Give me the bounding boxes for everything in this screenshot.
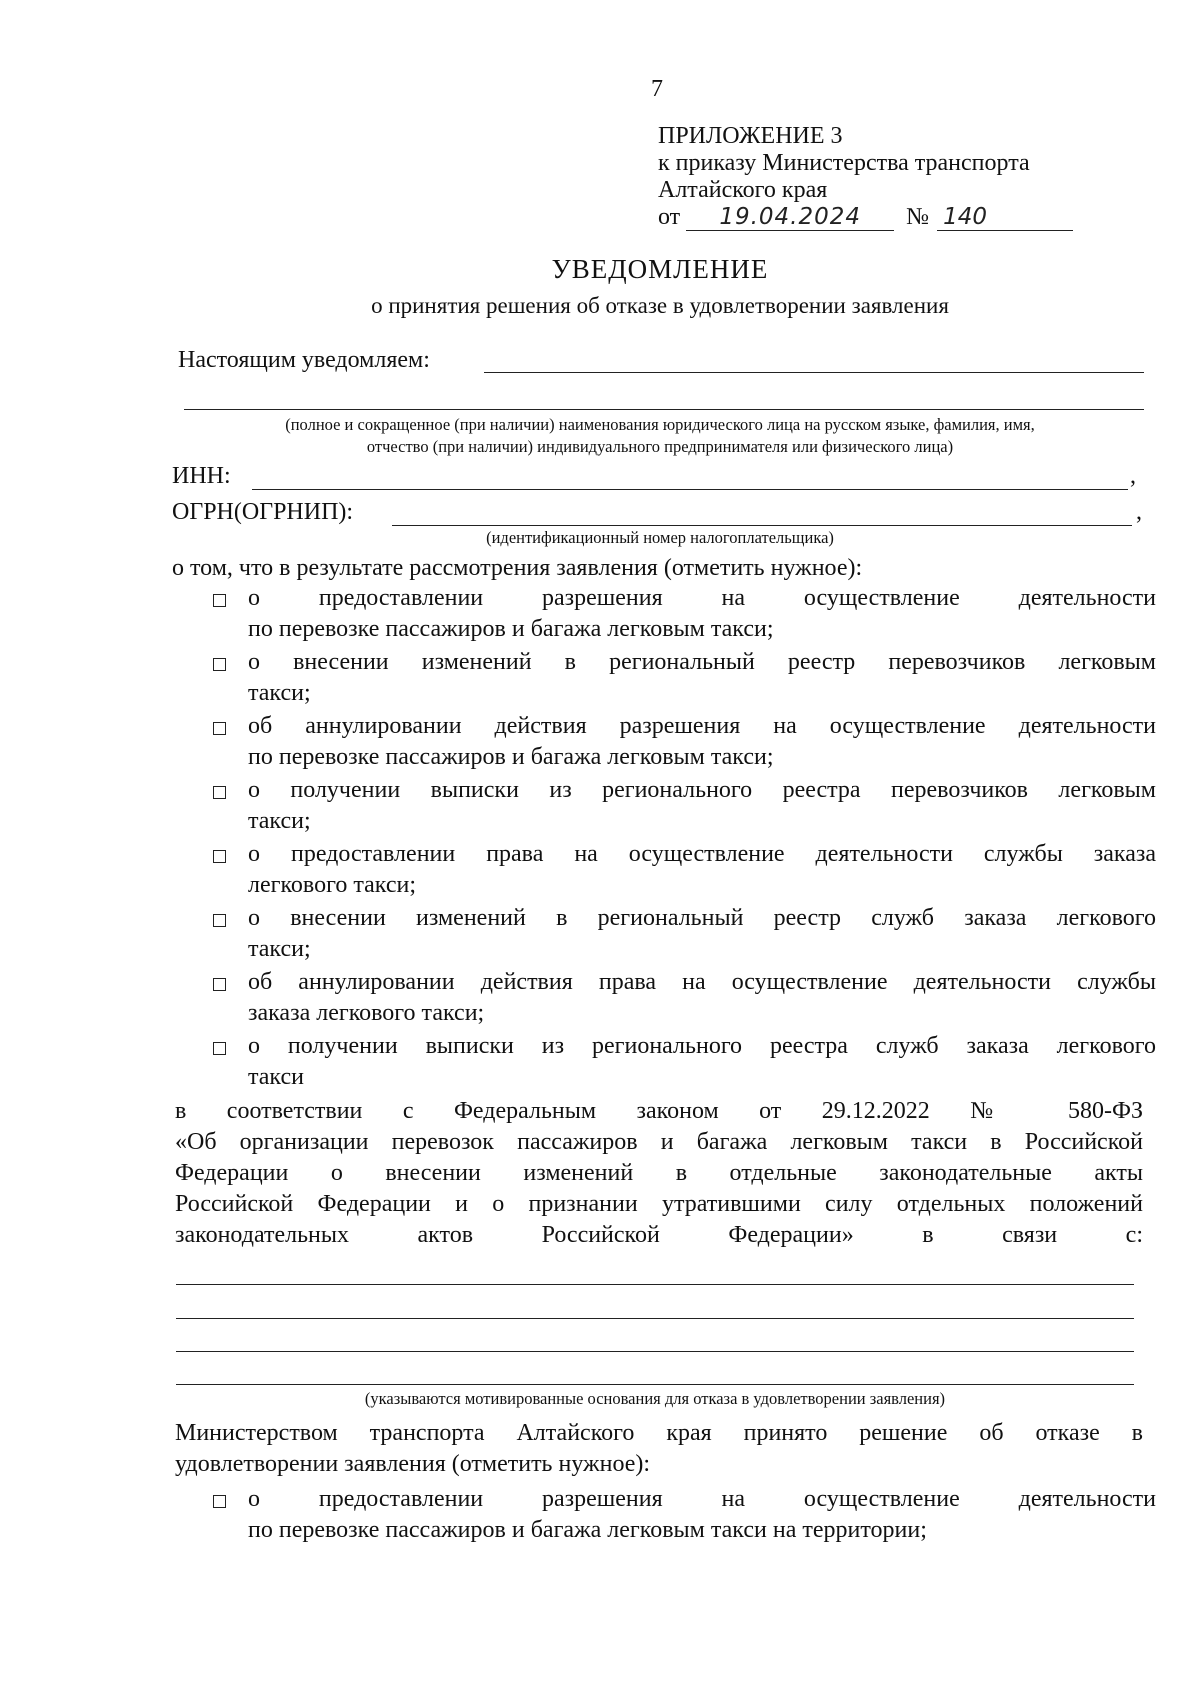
document-title: УВЕДОМЛЕНИЕ [551,254,769,284]
review-item-3: об аннулировании действия разрешения на осуществление деятельности по перевозке пассажиров и багажа легковым такси; [248,713,1156,770]
review-item-7: об аннулировании действия права на осуществление деятельности службы заказа легкового такси; [248,969,1156,1026]
review-item-8-checkbox[interactable] [213,1042,226,1055]
appendix-order-line: к приказу Министерства транспорта [658,150,1030,176]
document-subtitle: о принятия решения об отказе в удовлетворении заявления [371,293,949,318]
decision-paragraph: Министерством транспорта Алтайского края принято решение об отказе в удовлетворении заявления (отметить нужное): [175,1420,1143,1477]
date-prefix: от [658,204,681,230]
reason-line-2 [176,1318,1134,1319]
review-item-2: о внесении изменений в региональный реестр перевозчиков легковым такси; [248,649,1156,706]
notify-label: Настоящим уведомляем: [178,347,430,373]
order-date: 19.04.2024 [686,204,894,231]
reasons-caption: (указываются мотивированные основания для отказа в удовлетворении заявления) [364,1389,946,1408]
ogrn-label: ОГРН(ОГРНИП): [172,499,354,525]
notify-fill-line-2 [184,409,1144,410]
review-item-8: о получении выписки из регионального реестра служб заказа легкового такси [248,1033,1156,1090]
review-item-2-checkbox[interactable] [213,658,226,671]
decision-item-1-checkbox[interactable] [213,1495,226,1508]
reason-line-1 [176,1284,1134,1285]
review-item-5: о предоставлении права на осуществление деятельности службы заказа легкового такси; [248,841,1156,898]
appendix-region-line: Алтайского края [658,177,828,203]
review-item-5-checkbox[interactable] [213,850,226,863]
notify-caption-line-1: (полное и сокращенное (при наличии) наименования юридического лица на русском языке, фамилия, имя, [285,415,1035,434]
inn-label: ИНН: [172,463,231,489]
appendix-block [658,123,1073,231]
review-item-6-checkbox[interactable] [213,914,226,927]
review-item-1-checkbox[interactable] [213,594,226,607]
page-number: 7 [651,76,663,102]
review-item-4: о получении выписки из регионального реестра перевозчиков легковым такси; [248,777,1156,834]
notify-caption [170,414,1150,458]
notify-caption-line-2: отчество (при наличии) индивидуального предпринимателя или физического лица) [366,437,954,456]
decision-item-1: о предоставлении разрешения на осуществление деятельности по перевозке пассажиров и багажа легковым такси на территории; [248,1486,1156,1543]
inn-fill-line [252,489,1128,490]
review-item-1: о предоставлении разрешения на осуществление деятельности по перевозке пассажиров и багажа легковым такси; [248,585,1156,642]
reason-line-4 [176,1384,1134,1385]
review-item-3-checkbox[interactable] [213,722,226,735]
inn-comma: , [1130,463,1136,489]
review-item-6: о внесении изменений в региональный реестр служб заказа легкового такси; [248,905,1156,962]
order-date-line [658,204,1073,231]
order-number: 140 [937,204,1073,231]
law-paragraph: в соответствии с Федеральным законом от 29.12.2022 № 580-ФЗ «Об организации перевозок пассажиров и багажа легковым такси в Российской Федерации о внесении изменений в отдельные законодательные акты Российской Федерации и о признании утратившими силу отдельных положений законодательных актов Российской Федерации» в связи с: [175,1098,1143,1248]
ogrn-fill-line [392,525,1132,526]
reason-line-3 [176,1351,1134,1352]
review-intro: о том, что в результате рассмотрения заявления (отметить нужное): [172,555,863,581]
review-item-7-checkbox[interactable] [213,978,226,991]
appendix-title: ПРИЛОЖЕНИЕ 3 [658,123,843,149]
number-sign: № [906,204,930,230]
notify-fill-line [484,372,1144,373]
review-item-4-checkbox[interactable] [213,786,226,799]
ogrn-caption: (идентификационный номер налогоплательщика) [486,528,834,547]
ogrn-comma: , [1136,499,1142,525]
